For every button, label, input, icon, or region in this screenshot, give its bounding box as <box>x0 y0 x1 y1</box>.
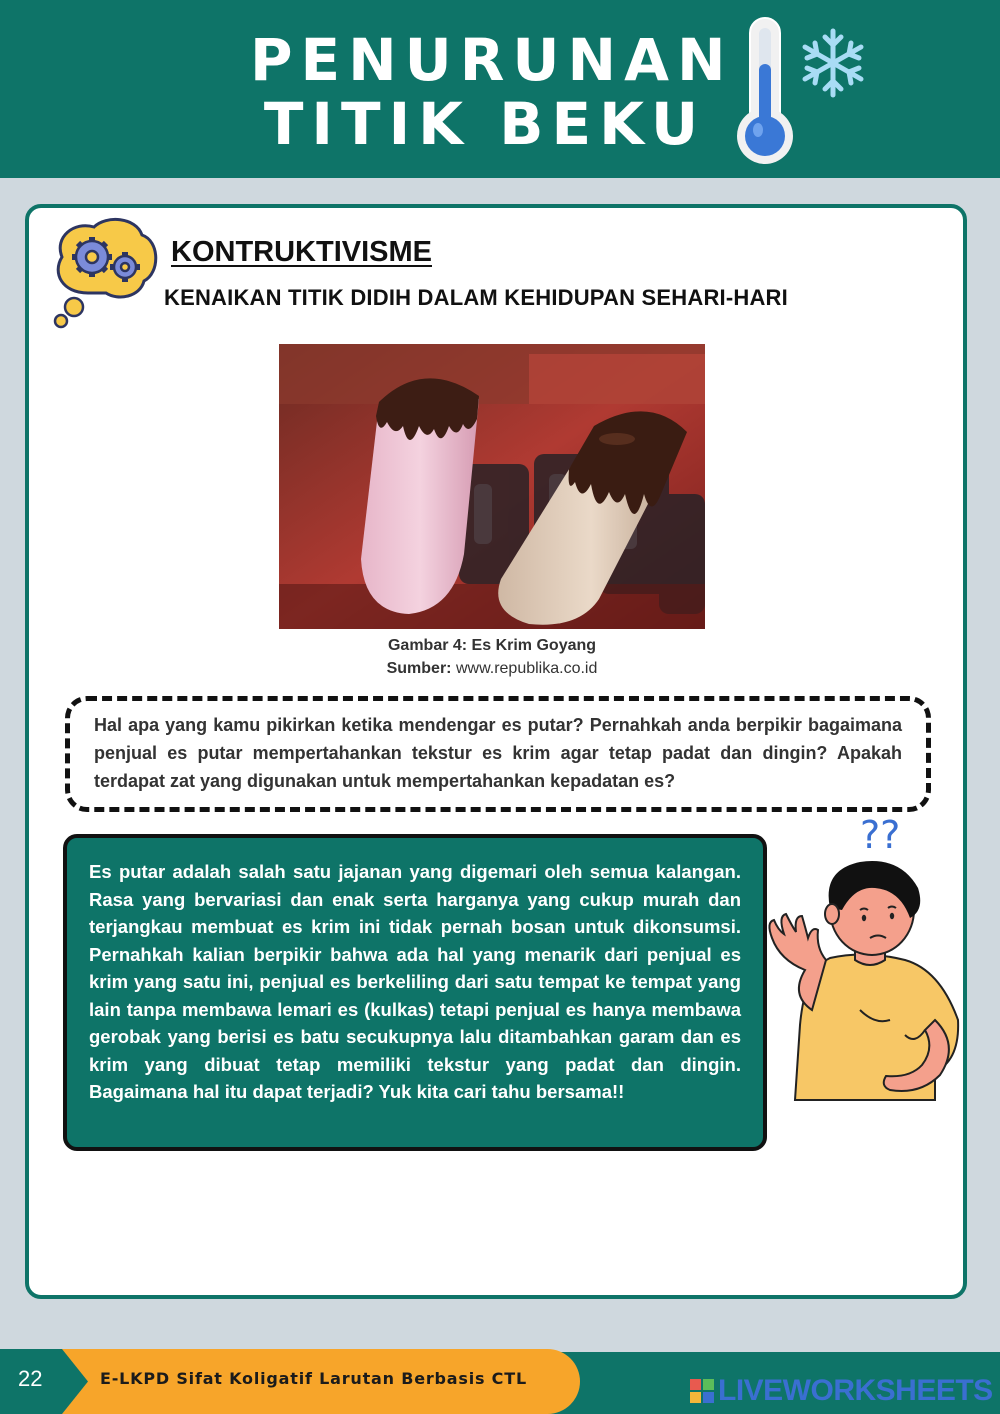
source-value: www.republika.co.id <box>455 660 598 677</box>
title-line-1: PENURUNAN <box>250 26 734 94</box>
footer-text: E-LKPD Sifat Koligatif Larutan Berbasis CTL <box>100 1369 527 1388</box>
info-box: Es putar adalah salah satu jajanan yang digemari oleh semua kalangan. Rasa yang bervariasi dan enak serta harganya yang cukup murah dan terjangkau membuat es krim ini tidak pernah bosan untuk dikonsumsi. Pernahkah kalian berpikir bahwa ada hal yang menarik dari penjual es krim yang satu ini, penjual es berkeliling dari satu tempat ke tempat yang lain tanpa membawa lemari es (kulkas) tetapi penjual es hanya membawa gerobak yang berisi es batu secukupnya lalu ditambahkan garam dan es krim yang dibuat tetap memiliki tekstur yang padat dan dingin. Bagaimana hal itu dapat terjadi? Yuk kita cari tahu bersama!! <box>63 834 767 1151</box>
caption-source <box>279 657 705 680</box>
liveworksheets-watermark <box>690 1374 993 1408</box>
snowflake-icon <box>796 26 870 100</box>
caption-title: Gambar 4: Es Krim Goyang <box>387 637 597 654</box>
question-box: Hal apa yang kamu pikirkan ketika mendengar es putar? Pernahkah anda berpikir bagaimana penjual es putar mempertahankan tekstur es krim agar tetap padat dan dingin? Apakah terdapat zat yang digunakan untuk mempertahankan kepadatan es? <box>65 696 931 812</box>
title-line-2: TITIK BEKU <box>263 90 707 158</box>
section-title: KONTRUKTIVISME <box>171 236 432 268</box>
source-label: Sumber: <box>386 660 452 677</box>
thinking-person-icon <box>760 810 970 1110</box>
question-marks: ?? <box>860 813 901 857</box>
footer-page-tab <box>0 1349 100 1414</box>
figure-caption <box>279 634 705 680</box>
liveworksheets-logo-icon <box>690 1379 714 1403</box>
page-title <box>250 26 734 158</box>
section-subtitle: KENAIKAN TITIK DIDIH DALAM KEHIDUPAN SEHARI-HARI <box>164 285 788 310</box>
page-number: 22 <box>18 1366 43 1391</box>
gears-thought-icon <box>48 215 158 330</box>
ice-cream-photo <box>279 344 705 629</box>
thermometer-icon <box>730 14 800 166</box>
watermark-text: LIVEWORKSHEETS <box>718 1374 993 1407</box>
